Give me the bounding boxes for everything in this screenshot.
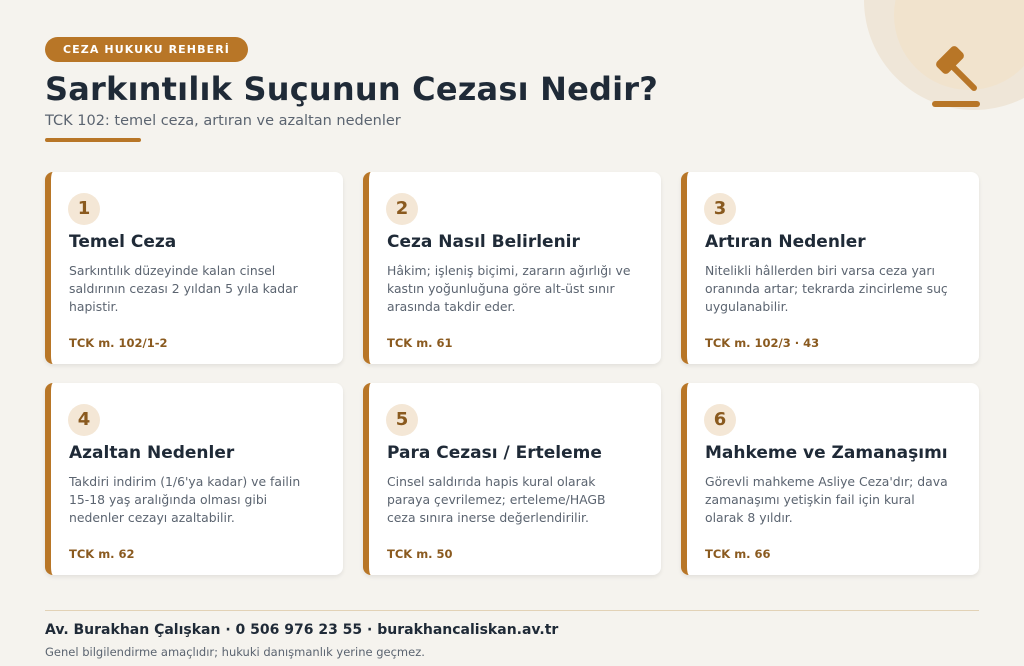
card-text: Cinsel saldırıda hapis kural olarak paraya çevrilemez; erteleme/HAGB ceza sınıra inerse değerlendirilir. [387, 474, 606, 525]
footer-disclaimer: Genel bilgilendirme amaçlıdır; hukuki danışmanlık yerine geçmez. [45, 645, 425, 659]
info-card [681, 383, 979, 575]
card-title: Mahkeme ve Zamanaşımı [705, 443, 948, 463]
footer-contact: Av. Burakhan Çalışkan · 0 506 976 23 55 · burakhancaliskan.av.tr [45, 622, 559, 638]
card-number: 4 [68, 404, 100, 436]
info-card [45, 172, 343, 364]
card-reference: TCK m. 102/1-2 [69, 336, 168, 350]
card-reference: TCK m. 50 [387, 547, 453, 561]
page-title: Sarkıntılık Suçunun Cezası Nedir? [45, 70, 659, 108]
card-number: 3 [704, 193, 736, 225]
card-number: 5 [386, 404, 418, 436]
info-card [45, 383, 343, 575]
card-reference: TCK m. 61 [387, 336, 453, 350]
card-text: Sarkıntılık düzeyinde kalan cinsel saldırının cezası 2 yıldan 5 yıla kadar hapistir. [69, 263, 298, 314]
card-number: 1 [68, 193, 100, 225]
card-title: Azaltan Nedenler [69, 443, 235, 463]
info-card [363, 383, 661, 575]
card-reference: TCK m. 102/3 · 43 [705, 336, 820, 350]
card-number: 2 [386, 193, 418, 225]
card-reference: TCK m. 62 [69, 547, 135, 561]
card-text: Nitelikli hâllerden biri varsa ceza yarı oranında artar; tekrarda zincirleme suç uygulanabilir. [705, 263, 948, 314]
footer-divider [45, 610, 979, 611]
page-subtitle: TCK 102: temel ceza, artıran ve azaltan nedenler [45, 113, 401, 129]
card-title: Ceza Nasıl Belirlenir [387, 232, 580, 252]
card-text: Görevli mahkeme Asliye Ceza'dır; dava zamanaşımı yetişkin fail için kural olarak 8 yıldır. [705, 474, 948, 525]
card-text: Hâkim; işleniş biçimi, zararın ağırlığı ve kastın yoğunluğuna göre alt-üst sınır arasında takdir eder. [387, 263, 631, 314]
gavel-icon [930, 38, 990, 114]
card-title: Para Cezası / Erteleme [387, 443, 602, 463]
card-title: Artıran Nedenler [705, 232, 866, 252]
info-card [681, 172, 979, 364]
card-number: 6 [704, 404, 736, 436]
card-title: Temel Ceza [69, 232, 177, 252]
card-reference: TCK m. 66 [705, 547, 771, 561]
card-text: Takdiri indirim (1/6'ya kadar) ve failin 15-18 yaş aralığında olması gibi nedenler cezayı azaltabilir. [69, 474, 301, 525]
title-underline [45, 138, 141, 142]
category-badge: CEZA HUKUKU REHBERİ [45, 37, 248, 62]
info-card [363, 172, 661, 364]
